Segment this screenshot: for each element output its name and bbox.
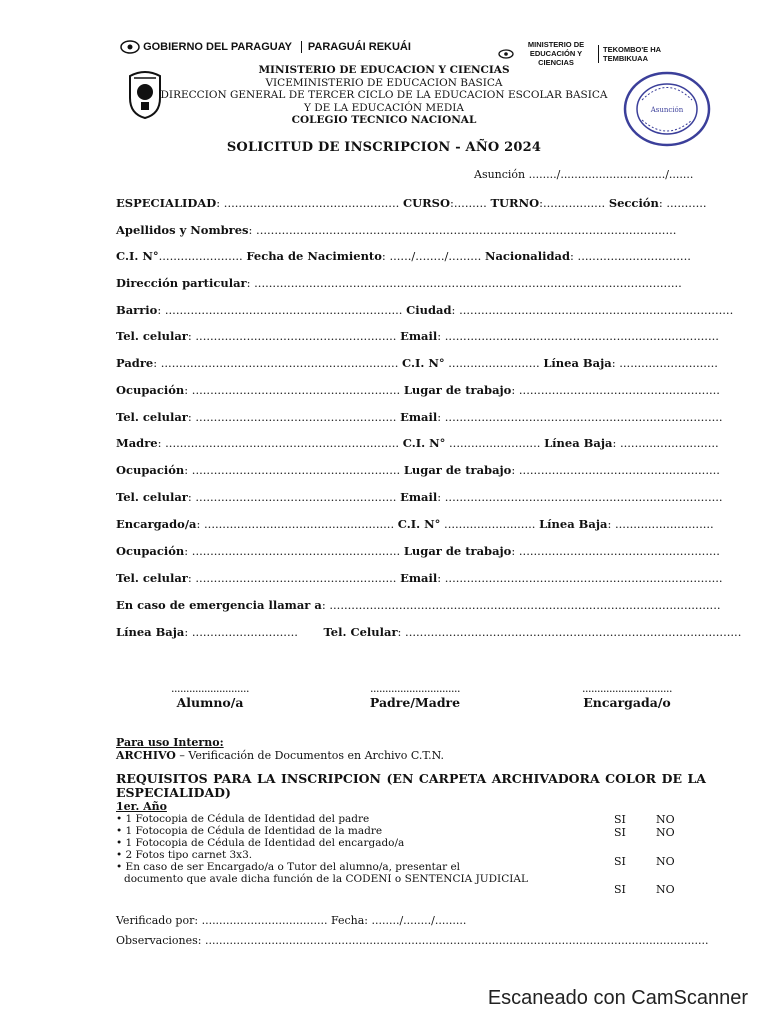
observations-line [116, 934, 709, 947]
ministry-header [0, 64, 768, 127]
signature-line: .......................... [171, 682, 249, 695]
ministry-line-5: COLEGIO TECNICO NACIONAL [291, 114, 477, 126]
asuncion-date-line: Asunción ......../............................../....... [474, 168, 694, 181]
paraguay-flag-icon [120, 40, 140, 54]
requirements-title: REQUISITOS PARA LA INSCRIPCION (EN CARPETA ARCHIVADORA COLOR DE LA ESPECIALIDAD) [116, 771, 706, 800]
ministry-line-4: Y DE LA EDUCACIÓN MEDIA [303, 101, 464, 114]
mec-logo [498, 40, 681, 67]
no-option: NO [656, 855, 675, 868]
form-row: Encargado/a: .................................................... C.I. N° ......................... Línea Baja: ........................... [116, 517, 714, 531]
observations-label: Observaciones: [116, 934, 202, 947]
requirements-year: 1er. Año [116, 800, 167, 813]
page-title: SOLICITUD DE INSCRIPCION - AÑO 2024 [226, 140, 542, 155]
no-option: NO [656, 813, 675, 826]
signature-padre-madre [350, 682, 480, 710]
archivo-label: ARCHIVO [116, 749, 176, 762]
signature-line: .............................. [582, 682, 672, 695]
si-option: SI [614, 883, 626, 896]
archivo-line [116, 749, 444, 762]
requirement-item: • En caso de ser Encargado/a o Tutor del alumno/a, presentar el [116, 861, 461, 873]
si-option: SI [614, 826, 626, 839]
si-option: SI [614, 855, 626, 868]
signature-label: Encargada/o [583, 695, 671, 710]
signature-label: Alumno/a [176, 695, 244, 710]
signature-alumno [150, 682, 270, 710]
signature-line: .............................. [370, 682, 460, 695]
requirements-list [116, 813, 528, 885]
form-row: Tel. celular: ....................................................... Email: ............................................................................ [116, 571, 723, 585]
verified-blank: .................................... [198, 914, 331, 927]
form-row: Padre: ................................................................. C.I. N° ......................... Línea Baja: ........................... [116, 356, 718, 370]
no-option: NO [656, 826, 675, 839]
ministry-line-3: DIRECCION GENERAL DE TERCER CICLO DE LA EDUCACION ESCOLAR BASICA [160, 89, 608, 101]
gov-line1: GOBIERNO DEL PARAGUAY [143, 40, 292, 53]
no-option: NO [656, 883, 675, 896]
verified-label: Verificado por: [116, 914, 199, 927]
form-row: Tel. celular: ....................................................... Email: ............................................................................ [116, 410, 723, 424]
gobierno-logo [120, 40, 411, 54]
verified-date: Fecha: ......../......../......... [330, 914, 467, 927]
mec-line1: MINISTERIO DE EDUCACIÓN Y CIENCIAS [527, 40, 585, 67]
requirement-item: • 2 Fotos tipo carnet 3x3. [116, 849, 253, 861]
form-row: Ocupación: ......................................................... Lugar de trabajo: ....................................................... [116, 463, 720, 477]
form-row: Dirección particular: ..................................................................................................................... [116, 276, 682, 290]
requirement-item: documento que avale dicha función de la CODENI o SENTENCIA JUDICIAL [124, 873, 528, 885]
si-option: SI [614, 813, 626, 826]
ministry-line-1: MINISTERIO DE EDUCACION Y CIENCIAS [258, 64, 510, 76]
observations-blank: ................................................................................................................................................ [201, 934, 709, 947]
form-row: Apellidos y Nombres: ................................................................................................................... [116, 223, 677, 237]
form-row: Ocupación: ......................................................... Lugar de trabajo: ....................................................... [116, 544, 720, 558]
ministry-line-2: VICEMINISTERIO DE EDUCACION BASICA [265, 76, 503, 89]
verified-line [116, 914, 466, 927]
seal-city: Asunción [650, 106, 684, 114]
form-row: Tel. celular: ....................................................... Email: ........................................................................... [116, 329, 719, 343]
form-row: Ocupación: ......................................................... Lugar de trabajo: ....................................................... [116, 383, 720, 397]
form-row: Tel. celular: ....................................................... Email: ............................................................................ [116, 490, 723, 504]
mec-line2: TEKOMBO'E HA TEMBIKUAA [598, 45, 681, 63]
mec-emblem-icon [498, 49, 514, 59]
requirement-item: • 1 Fotocopia de Cédula de Identidad del padre [116, 813, 370, 825]
requirement-item: • 1 Fotocopia de Cédula de Identidad del encargado/a [116, 837, 405, 849]
requirement-item: • 1 Fotocopia de Cédula de Identidad de la madre [116, 825, 383, 837]
form-row: Línea Baja: ............................. Tel. Celular: ............................................................................................ [116, 625, 742, 639]
signature-encargada [562, 682, 692, 710]
form-row: Madre: ................................................................ C.I. N° ......................... Línea Baja: ........................... [116, 436, 719, 450]
signature-label: Padre/Madre [369, 695, 461, 710]
internal-use-heading: Para uso Interno: [116, 736, 224, 749]
gov-line2: PARAGUÁI REKUÁI [301, 41, 411, 53]
form-row: C.I. N°....................... Fecha de Nacimiento: ....../......../......... Nacionalidad: ............................... [116, 249, 691, 263]
archivo-text: – Verificación de Documentos en Archivo C.T.N. [175, 749, 445, 762]
form-row: ESPECIALIDAD: ................................................ CURSO:......... TURNO:................. Sección: ........... [116, 196, 707, 210]
form-row: Barrio: ................................................................. Ciudad: ........................................................................... [116, 303, 734, 317]
camscanner-watermark: Escaneado con CamScanner [487, 987, 748, 1009]
form-row: En caso de emergencia llamar a: ........................................................................................................... [116, 598, 721, 612]
